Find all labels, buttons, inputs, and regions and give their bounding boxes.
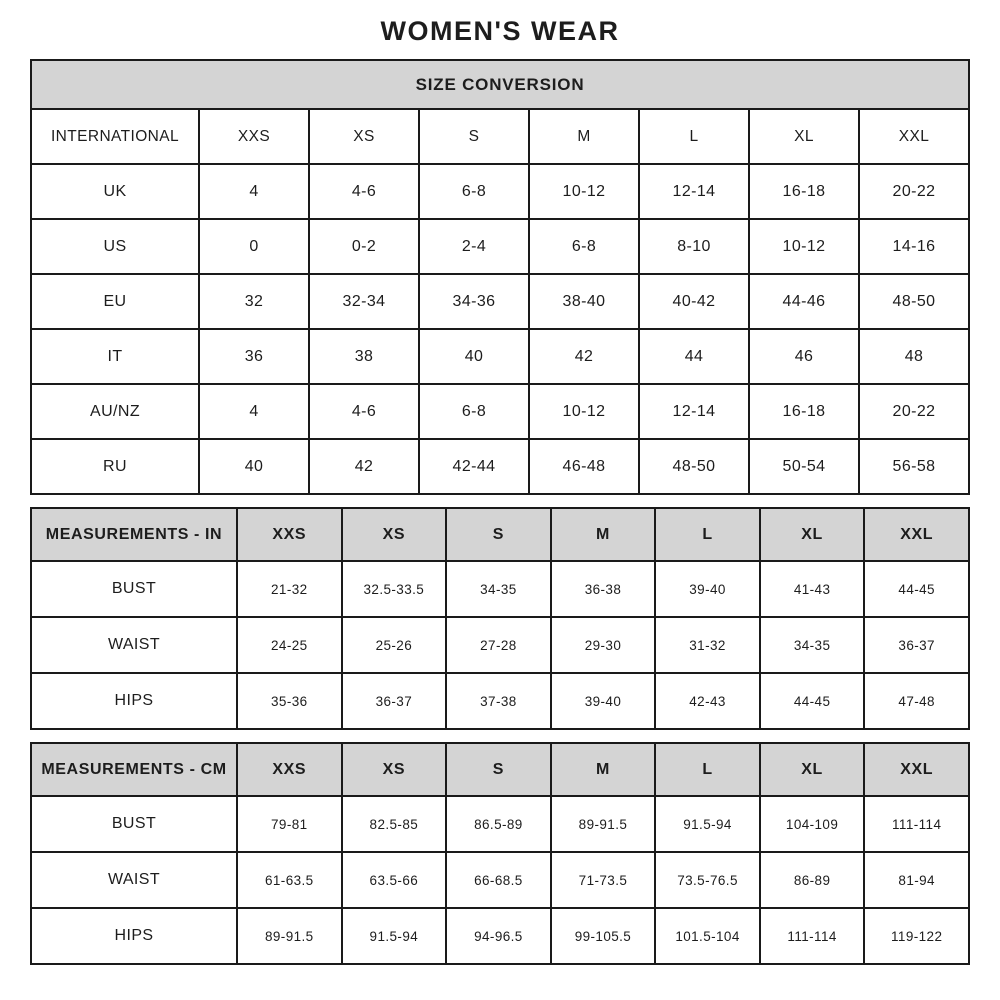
col-header: MEASUREMENTS - CM (31, 743, 237, 796)
cell: 111-114 (760, 908, 865, 964)
cell: 48-50 (859, 274, 969, 329)
cell: 34-35 (760, 617, 865, 673)
cell: 82.5-85 (342, 796, 447, 852)
cell: 44-46 (749, 274, 859, 329)
row-label: HIPS (31, 673, 237, 729)
cell: 89-91.5 (551, 796, 656, 852)
col-header: XS (342, 508, 447, 561)
col-header: S (446, 743, 551, 796)
cell: 38 (309, 329, 419, 384)
col-header: XL (749, 109, 859, 164)
cell: 104-109 (760, 796, 865, 852)
row-label: WAIST (31, 617, 237, 673)
col-header: M (551, 508, 656, 561)
col-header: XS (342, 743, 447, 796)
table-banner-row (31, 60, 969, 109)
col-header: XXS (237, 508, 342, 561)
cell: 42-44 (419, 439, 529, 494)
cell: 41-43 (760, 561, 865, 617)
cell: 42-43 (655, 673, 760, 729)
measurements-in-table (30, 507, 970, 730)
cell: 39-40 (655, 561, 760, 617)
cell: 16-18 (749, 384, 859, 439)
cell: 42 (529, 329, 639, 384)
cell: 12-14 (639, 164, 749, 219)
col-header: XL (760, 508, 865, 561)
cell: 21-32 (237, 561, 342, 617)
cell: 89-91.5 (237, 908, 342, 964)
row-label: RU (31, 439, 199, 494)
cell: 4-6 (309, 384, 419, 439)
cell: 0 (199, 219, 309, 274)
cell: 10-12 (529, 164, 639, 219)
cell: 86.5-89 (446, 796, 551, 852)
cell: 29-30 (551, 617, 656, 673)
cell: 56-58 (859, 439, 969, 494)
size-header-row (31, 109, 969, 164)
cell: 24-25 (237, 617, 342, 673)
cell: 48-50 (639, 439, 749, 494)
cell: 94-96.5 (446, 908, 551, 964)
measurements-cm-table (30, 742, 970, 965)
cell: 2-4 (419, 219, 529, 274)
cell: 20-22 (859, 164, 969, 219)
cell: 4-6 (309, 164, 419, 219)
cell: 6-8 (529, 219, 639, 274)
row-label: IT (31, 329, 199, 384)
cell: 36-37 (342, 673, 447, 729)
cell: 44-45 (760, 673, 865, 729)
cell: 6-8 (419, 164, 529, 219)
cell: 4 (199, 164, 309, 219)
table-row (31, 164, 969, 219)
row-label: BUST (31, 796, 237, 852)
cell: 36-37 (864, 617, 969, 673)
col-header: MEASUREMENTS - IN (31, 508, 237, 561)
col-header: M (551, 743, 656, 796)
cell: 37-38 (446, 673, 551, 729)
col-header: XS (309, 109, 419, 164)
row-label: AU/NZ (31, 384, 199, 439)
cell: 32-34 (309, 274, 419, 329)
table-row (31, 561, 969, 617)
cell: 101.5-104 (655, 908, 760, 964)
cell: 32.5-33.5 (342, 561, 447, 617)
col-header: L (639, 109, 749, 164)
cell: 32 (199, 274, 309, 329)
row-label: US (31, 219, 199, 274)
cell: 38-40 (529, 274, 639, 329)
table-row (31, 908, 969, 964)
col-header: XXL (859, 109, 969, 164)
cell: 47-48 (864, 673, 969, 729)
table-row (31, 329, 969, 384)
cell: 10-12 (529, 384, 639, 439)
cell: 50-54 (749, 439, 859, 494)
col-header: M (529, 109, 639, 164)
col-header: S (419, 109, 529, 164)
col-header: XXL (864, 743, 969, 796)
cell: 61-63.5 (237, 852, 342, 908)
table-row (31, 852, 969, 908)
cell: 27-28 (446, 617, 551, 673)
table-row (31, 274, 969, 329)
cell: 42 (309, 439, 419, 494)
table-banner: SIZE CONVERSION (31, 60, 969, 109)
cell: 111-114 (864, 796, 969, 852)
cell: 73.5-76.5 (655, 852, 760, 908)
cell: 46 (749, 329, 859, 384)
table-row (31, 617, 969, 673)
col-header: INTERNATIONAL (31, 109, 199, 164)
cell: 20-22 (859, 384, 969, 439)
cell: 40 (199, 439, 309, 494)
cell: 4 (199, 384, 309, 439)
row-label: WAIST (31, 852, 237, 908)
cell: 0-2 (309, 219, 419, 274)
cell: 66-68.5 (446, 852, 551, 908)
cell: 34-36 (419, 274, 529, 329)
col-header: XXS (199, 109, 309, 164)
cell: 71-73.5 (551, 852, 656, 908)
cell: 36-38 (551, 561, 656, 617)
table-row (31, 384, 969, 439)
cell: 40 (419, 329, 529, 384)
cell: 119-122 (864, 908, 969, 964)
cell: 40-42 (639, 274, 749, 329)
cell: 86-89 (760, 852, 865, 908)
col-header: L (655, 508, 760, 561)
table-row (31, 673, 969, 729)
cell: 14-16 (859, 219, 969, 274)
cell: 8-10 (639, 219, 749, 274)
measurements-cm-header-row (31, 743, 969, 796)
cell: 48 (859, 329, 969, 384)
measurements-in-header-row (31, 508, 969, 561)
cell: 10-12 (749, 219, 859, 274)
row-label: HIPS (31, 908, 237, 964)
cell: 12-14 (639, 384, 749, 439)
col-header: S (446, 508, 551, 561)
cell: 63.5-66 (342, 852, 447, 908)
cell: 6-8 (419, 384, 529, 439)
cell: 91.5-94 (342, 908, 447, 964)
cell: 99-105.5 (551, 908, 656, 964)
cell: 91.5-94 (655, 796, 760, 852)
cell: 79-81 (237, 796, 342, 852)
col-header: XXS (237, 743, 342, 796)
size-conversion-table (30, 59, 970, 495)
cell: 44-45 (864, 561, 969, 617)
row-label: EU (31, 274, 199, 329)
page-title: WOMEN'S WEAR (380, 16, 620, 46)
table-row (31, 219, 969, 274)
row-label: UK (31, 164, 199, 219)
col-header: XL (760, 743, 865, 796)
cell: 34-35 (446, 561, 551, 617)
table-row (31, 439, 969, 494)
cell: 46-48 (529, 439, 639, 494)
cell: 44 (639, 329, 749, 384)
cell: 36 (199, 329, 309, 384)
cell: 25-26 (342, 617, 447, 673)
col-header: L (655, 743, 760, 796)
cell: 39-40 (551, 673, 656, 729)
table-row (31, 796, 969, 852)
col-header: XXL (864, 508, 969, 561)
cell: 31-32 (655, 617, 760, 673)
cell: 35-36 (237, 673, 342, 729)
cell: 16-18 (749, 164, 859, 219)
cell: 81-94 (864, 852, 969, 908)
row-label: BUST (31, 561, 237, 617)
